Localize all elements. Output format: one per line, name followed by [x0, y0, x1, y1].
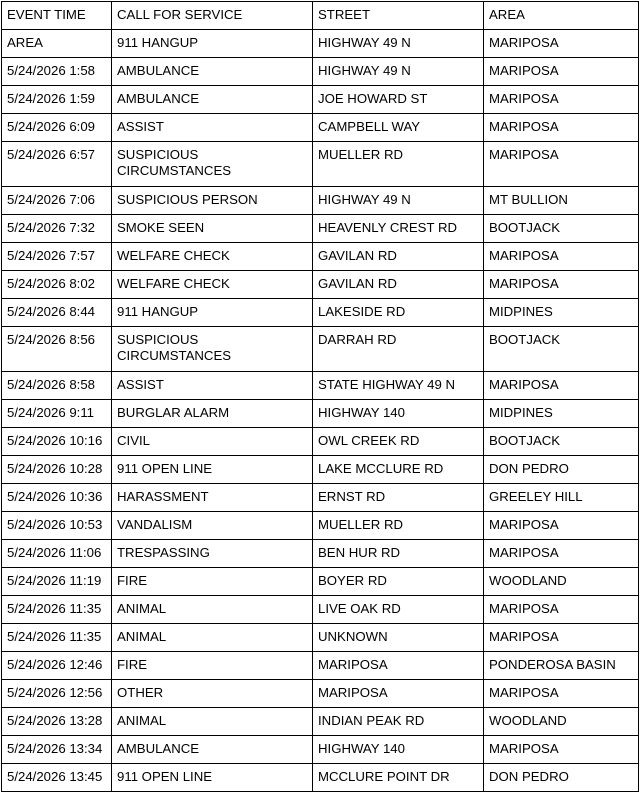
- table-row: [2, 596, 639, 624]
- cell-event-time: 5/24/2026 10:28: [2, 456, 112, 484]
- table-row: [2, 215, 639, 243]
- cell-event-time: 5/24/2026 11:35: [2, 596, 112, 624]
- cell-event-time: 5/24/2026 13:28: [2, 708, 112, 736]
- cell-area: BOOTJACK: [484, 428, 639, 456]
- cell-call-for-service: 911 HANGUP: [112, 299, 313, 327]
- table-row: [2, 243, 639, 271]
- cell-area: MIDPINES: [484, 299, 639, 327]
- cell-street: HIGHWAY 140: [313, 736, 484, 764]
- cell-area: DON PEDRO: [484, 456, 639, 484]
- cell-event-time: 5/24/2026 8:56: [2, 327, 112, 372]
- cell-event-time: 5/24/2026 8:58: [2, 372, 112, 400]
- cell-call-for-service: 911 OPEN LINE: [112, 764, 313, 792]
- table-row: [2, 736, 639, 764]
- table-row: [2, 708, 639, 736]
- cell-call-for-service: ANIMAL: [112, 624, 313, 652]
- cell-area: MARIPOSA: [484, 540, 639, 568]
- table-row: [2, 624, 639, 652]
- cell-area: WOODLAND: [484, 568, 639, 596]
- cell-street: LIVE OAK RD: [313, 596, 484, 624]
- cell-event-time: 5/24/2026 13:45: [2, 764, 112, 792]
- cell-call-for-service: SUSPICIOUS CIRCUMSTANCES: [112, 142, 313, 187]
- cell-area: WOODLAND: [484, 708, 639, 736]
- table-row: [2, 114, 639, 142]
- cell-area: BOOTJACK: [484, 215, 639, 243]
- cell-area: MARIPOSA: [484, 86, 639, 114]
- cell-event-time: 5/24/2026 10:53: [2, 512, 112, 540]
- table-row: [2, 512, 639, 540]
- cell-street: DARRAH RD: [313, 327, 484, 372]
- cell-street: HIGHWAY 49 N: [313, 30, 484, 58]
- table-row: [2, 456, 639, 484]
- cell-street: GAVILAN RD: [313, 271, 484, 299]
- cell-event-time: 5/24/2026 7:32: [2, 215, 112, 243]
- cell-street: CAMPBELL WAY: [313, 114, 484, 142]
- cell-call-for-service: BURGLAR ALARM: [112, 400, 313, 428]
- cell-street: MARIPOSA: [313, 680, 484, 708]
- cell-call-for-service: AMBULANCE: [112, 58, 313, 86]
- cell-street: MCCLURE POINT DR: [313, 764, 484, 792]
- table-row: [2, 58, 639, 86]
- cell-event-time: 5/24/2026 9:11: [2, 400, 112, 428]
- cell-area: MARIPOSA: [484, 624, 639, 652]
- call-log-table: [1, 1, 639, 792]
- cell-call-for-service: CIVIL: [112, 428, 313, 456]
- cell-street: JOE HOWARD ST: [313, 86, 484, 114]
- cell-event-time: 5/24/2026 11:35: [2, 624, 112, 652]
- cell-street: UNKNOWN: [313, 624, 484, 652]
- cell-call-for-service: HARASSMENT: [112, 484, 313, 512]
- cell-event-time: 5/24/2026 12:46: [2, 652, 112, 680]
- cell-call-for-service: WELFARE CHECK: [112, 243, 313, 271]
- table-row: [2, 484, 639, 512]
- cell-event-time: 5/24/2026 11:19: [2, 568, 112, 596]
- cell-call-for-service: ASSIST: [112, 114, 313, 142]
- cell-area: MARIPOSA: [484, 30, 639, 58]
- cell-street: HIGHWAY 140: [313, 400, 484, 428]
- cell-area: MARIPOSA: [484, 736, 639, 764]
- cell-call-for-service: VANDALISM: [112, 512, 313, 540]
- table-row: [2, 400, 639, 428]
- table-row: [2, 271, 639, 299]
- cell-event-time: 5/24/2026 12:56: [2, 680, 112, 708]
- cell-call-for-service: 911 HANGUP: [112, 30, 313, 58]
- cell-call-for-service: AMBULANCE: [112, 86, 313, 114]
- cell-event-time: 5/24/2026 6:09: [2, 114, 112, 142]
- table-row: [2, 142, 639, 187]
- cell-event-time: AREA: [2, 30, 112, 58]
- cell-street: MUELLER RD: [313, 142, 484, 187]
- cell-event-time: 5/24/2026 10:16: [2, 428, 112, 456]
- cell-area: MARIPOSA: [484, 243, 639, 271]
- table-row: [2, 764, 639, 792]
- cell-area: MARIPOSA: [484, 596, 639, 624]
- cell-street: HIGHWAY 49 N: [313, 58, 484, 86]
- cell-call-for-service: ASSIST: [112, 372, 313, 400]
- cell-street: STATE HIGHWAY 49 N: [313, 372, 484, 400]
- cell-street: LAKESIDE RD: [313, 299, 484, 327]
- cell-street: ERNST RD: [313, 484, 484, 512]
- cell-call-for-service: AMBULANCE: [112, 736, 313, 764]
- cell-event-time: 5/24/2026 10:36: [2, 484, 112, 512]
- cell-street: GAVILAN RD: [313, 243, 484, 271]
- header-area: AREA: [484, 2, 639, 30]
- cell-call-for-service: ANIMAL: [112, 708, 313, 736]
- cell-area: MT BULLION: [484, 187, 639, 215]
- cell-street: BEN HUR RD: [313, 540, 484, 568]
- table-row: [2, 187, 639, 215]
- cell-area: MARIPOSA: [484, 114, 639, 142]
- cell-area: MARIPOSA: [484, 58, 639, 86]
- cell-street: MARIPOSA: [313, 652, 484, 680]
- cell-event-time: 5/24/2026 1:59: [2, 86, 112, 114]
- cell-event-time: 5/24/2026 7:06: [2, 187, 112, 215]
- cell-street: HEAVENLY CREST RD: [313, 215, 484, 243]
- table-header-row: [2, 2, 639, 30]
- table-row: [2, 299, 639, 327]
- cell-area: GREELEY HILL: [484, 484, 639, 512]
- header-call-for-service: CALL FOR SERVICE: [112, 2, 313, 30]
- cell-street: MUELLER RD: [313, 512, 484, 540]
- cell-area: MARIPOSA: [484, 372, 639, 400]
- cell-street: OWL CREEK RD: [313, 428, 484, 456]
- table-row: [2, 428, 639, 456]
- cell-area: BOOTJACK: [484, 327, 639, 372]
- cell-call-for-service: FIRE: [112, 652, 313, 680]
- cell-call-for-service: ANIMAL: [112, 596, 313, 624]
- cell-event-time: 5/24/2026 13:34: [2, 736, 112, 764]
- header-event-time: EVENT TIME: [2, 2, 112, 30]
- cell-street: HIGHWAY 49 N: [313, 187, 484, 215]
- cell-area: DON PEDRO: [484, 764, 639, 792]
- cell-area: MARIPOSA: [484, 680, 639, 708]
- cell-event-time: 5/24/2026 8:02: [2, 271, 112, 299]
- cell-area: MARIPOSA: [484, 142, 639, 187]
- cell-area: MARIPOSA: [484, 271, 639, 299]
- table-row: [2, 327, 639, 372]
- cell-area: PONDEROSA BASIN: [484, 652, 639, 680]
- header-street: STREET: [313, 2, 484, 30]
- table-row: [2, 372, 639, 400]
- cell-street: LAKE MCCLURE RD: [313, 456, 484, 484]
- cell-event-time: 5/24/2026 1:58: [2, 58, 112, 86]
- table-row: [2, 30, 639, 58]
- cell-call-for-service: OTHER: [112, 680, 313, 708]
- table-row: [2, 652, 639, 680]
- cell-event-time: 5/24/2026 8:44: [2, 299, 112, 327]
- cell-call-for-service: WELFARE CHECK: [112, 271, 313, 299]
- cell-call-for-service: TRESPASSING: [112, 540, 313, 568]
- cell-street: INDIAN PEAK RD: [313, 708, 484, 736]
- table-row: [2, 568, 639, 596]
- cell-call-for-service: SUSPICIOUS PERSON: [112, 187, 313, 215]
- table-row: [2, 680, 639, 708]
- cell-call-for-service: SUSPICIOUS CIRCUMSTANCES: [112, 327, 313, 372]
- cell-event-time: 5/24/2026 6:57: [2, 142, 112, 187]
- cell-call-for-service: 911 OPEN LINE: [112, 456, 313, 484]
- cell-area: MIDPINES: [484, 400, 639, 428]
- cell-call-for-service: SMOKE SEEN: [112, 215, 313, 243]
- table-row: [2, 540, 639, 568]
- table-row: [2, 86, 639, 114]
- cell-event-time: 5/24/2026 7:57: [2, 243, 112, 271]
- cell-event-time: 5/24/2026 11:06: [2, 540, 112, 568]
- cell-street: BOYER RD: [313, 568, 484, 596]
- cell-call-for-service: FIRE: [112, 568, 313, 596]
- cell-area: MARIPOSA: [484, 512, 639, 540]
